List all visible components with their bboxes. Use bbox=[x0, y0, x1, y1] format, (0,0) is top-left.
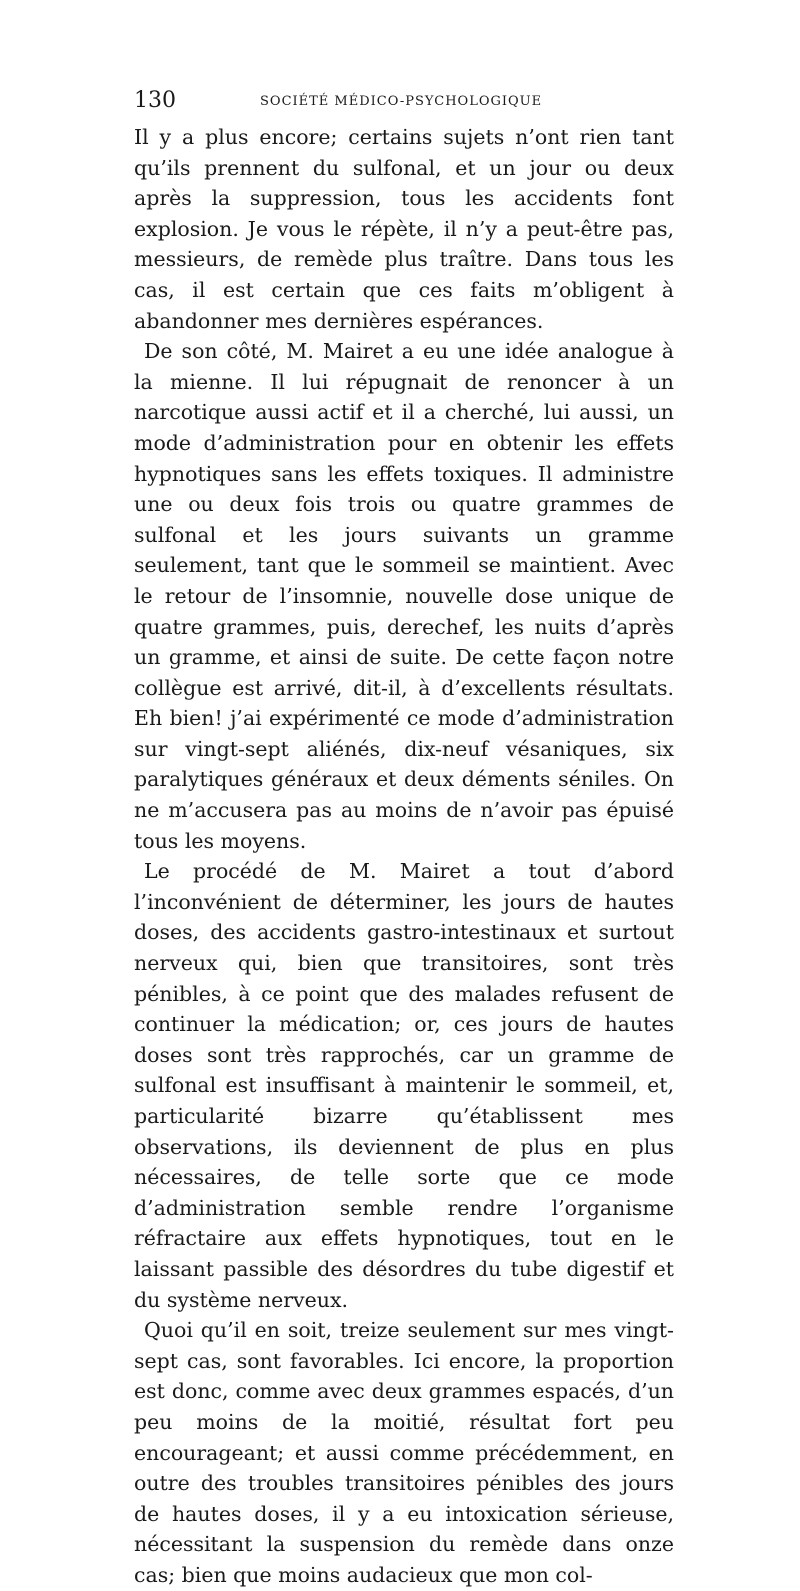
paragraph: De son côté, M. Mairet a eu une idée analogue à la mienne. Il lui répugnait de renoncer à un narcotique aussi actif et il a cherché, lui aussi, un mode d’administration pour en obtenir les effets hypnotiques sans les effets toxiques. Il administre une ou deux fois trois ou quatre grammes de sulfonal et les jours suivants un gramme seulement, tant que le sommeil se maintient. Avec le retour de l’insomnie, nouvelle dose unique de quatre grammes, puis, derechef, les nuits d’après un gramme, et ainsi de suite. De cette façon notre collègue est arrivé, dit-il, à d’excellents résultats. Eh bien! j’ai expérimenté ce mode d’administration sur vingt-sept aliénés, dix-neuf vésaniques, six paralytiques généraux et deux déments séniles. On ne m’accusera pas au moins de n’avoir pas épuisé tous les moyens. bbox=[134, 339, 674, 853]
page-header bbox=[134, 88, 674, 122]
paragraph: Il y a plus encore; certains sujets n’ont rien tant qu’ils prennent du sulfonal, et un jour ou deux après la suppression, tous les accidents font explosion. Je vous le répète, il n’y a peut-être pas, messieurs, de remède plus traître. Dans tous les cas, il est certain que ces faits m’obligent à abandonner mes dernières espérances. bbox=[134, 125, 674, 333]
page-number: 130 bbox=[134, 88, 176, 113]
paragraph: Quoi qu’il en soit, treize seulement sur mes vingt-sept cas, sont favorables. Ici encore, la proportion est donc, comme avec deux grammes espacés, d’un peu moins de la moitié, résultat fort peu encourageant; et aussi comme précédemment, en outre des troubles transitoires pénibles des jours de hautes doses, il y a eu intoxication sérieuse, nécessitant la suspension du remède dans onze cas; bien que moins audacieux que mon col- bbox=[134, 1318, 674, 1587]
running-head: SOCIÉTÉ MÉDICO-PSYCHOLOGIQUE bbox=[260, 94, 543, 109]
body-text bbox=[134, 122, 674, 1591]
paragraph: Le procédé de M. Mairet a tout d’abord l’inconvénient de déterminer, les jours de hautes doses, des accidents gastro-intestinaux et surtout nerveux qui, bien que transitoires, sont très pénibles, à ce point que des malades refusent de continuer la médication; or, ces jours de hautes doses sont très rapprochés, car un gramme de sulfonal est insuffisant à maintenir le sommeil, et, particularité bizarre qu’établissent mes observations, ils deviennent de plus en plus nécessaires, de telle sorte que ce mode d’administration semble rendre l’organisme réfractaire aux effets hypnotiques, tout en le laissant passible des désordres du tube digestif et du système nerveux. bbox=[134, 859, 674, 1312]
book-page bbox=[134, 88, 674, 1591]
